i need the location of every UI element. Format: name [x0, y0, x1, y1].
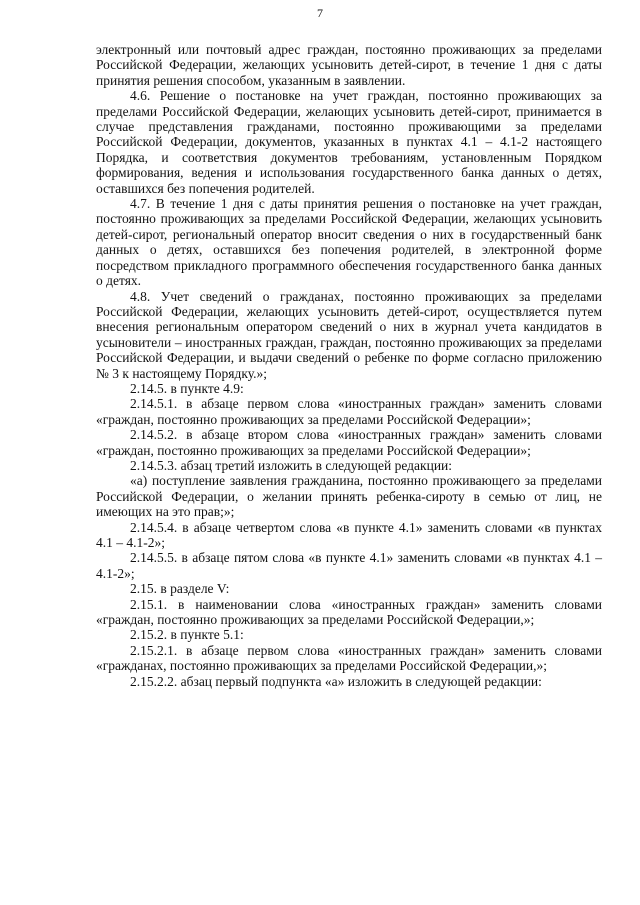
paragraph-subpoint-a: «а) поступление заявления гражданина, постоянно проживающего за пределами Российской Федерации, о желании принять ребенка-сироту в семью от лиц, не имеющих на это прав;»; — [96, 473, 602, 520]
paragraph-2-15-2-1: 2.15.2.1. в абзаце первом слова «иностранных граждан» заменить словами «гражданах, постоянно проживающих за пределами Российской Федерации,»; — [96, 642, 602, 674]
paragraph-4-6: 4.6. Решение о постановке на учет граждан, постоянно проживающих за пределами Российской Федерации, желающих усыновить детей-сирот, принимается в случае представления гражданами, постоянно проживающими за пределами Российской Федерации, документов, указанных в пунктах 4.1 – 4.1-2 настоящего Порядка, и соответствия документов требованиям, установленным Порядком формирования, ведения и использования государственного банка данных о детях, оставшихся без попечения родителей. — [96, 88, 602, 196]
paragraph-2-14-5-2: 2.14.5.2. в абзаце втором слова «иностранных граждан» заменить словами «граждан, постоянно проживающих за пределами Российской Федерации»; — [96, 427, 602, 458]
paragraph-2-15-1: 2.15.1. в наименовании слова «иностранных граждан» заменить словами «граждан, постоянно проживающих за пределами Российской Федерации,»; — [96, 596, 602, 628]
paragraph-continuation: электронный или почтовый адрес граждан, постоянно проживающих за пределами Российской Федерации, желающих усыновить детей-сирот, в течение 1 дня с даты принятия решения способом, указанным в заявлении. — [96, 42, 602, 88]
paragraph-2-14-5-1: 2.14.5.1. в абзаце первом слова «иностранных граждан» заменить словами «граждан, постоянно проживающих за пределами Российской Федерации»; — [96, 396, 602, 427]
paragraph-2-14-5-5: 2.14.5.5. в абзаце пятом слова «в пункте 4.1» заменить словами «в пунктах 4.1 – 4.1-2»; — [96, 550, 602, 581]
paragraph-4-7: 4.7. В течение 1 дня с даты принятия решения о постановке на учет граждан, постоянно проживающих за пределами Российской Федерации, желающих усыновить детей-сирот, региональный оператор вносит сведения о них в государственный банк данных о детях, оставшихся без попечения родителей, в электронной форме посредством прикладного программного обеспечения государственного банка данных о детях. — [96, 196, 602, 289]
paragraph-2-14-5: 2.14.5. в пункте 4.9: — [130, 380, 244, 396]
document-body — [96, 42, 602, 689]
paragraph-4-8: 4.8. Учет сведений о гражданах, постоянно проживающих за пределами Российской Федерации, желающих усыновить детей-сирот, осуществляется путем внесения региональным оператором сведений о них в журнал учета кандидатов в усыновители – иностранных граждан, граждан, постоянно проживающих за пределами Российской Федерации, и выдачи сведений о ребенке по форме согласно приложению № 3 к настоящему Порядку.»; — [96, 288, 602, 381]
paragraph-2-15-2: 2.15.2. в пункте 5.1: — [130, 627, 244, 643]
paragraph-2-14-5-4: 2.14.5.4. в абзаце четвертом слова «в пункте 4.1» заменить словами «в пунктах 4.1 – 4.1-2»; — [96, 519, 602, 550]
paragraph-2-15-2-2: 2.15.2.2. абзац первый подпункта «а» изложить в следующей редакции: — [130, 673, 542, 689]
paragraph-2-14-5-3: 2.14.5.3. абзац третий изложить в следующей редакции: — [130, 457, 453, 473]
paragraph-2-15: 2.15. в разделе V: — [130, 581, 230, 597]
page-number: 7 — [317, 6, 323, 20]
